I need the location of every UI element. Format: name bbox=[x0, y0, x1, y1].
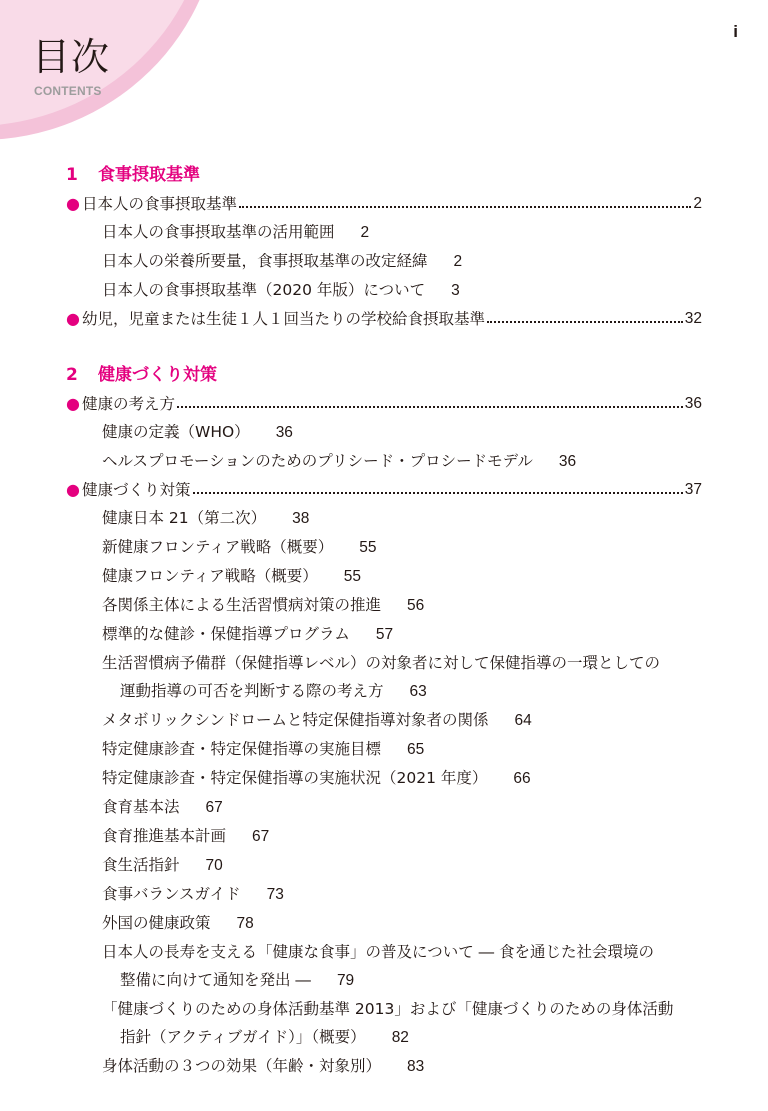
toc-entry-continued[interactable] bbox=[66, 966, 702, 995]
entry-title: 食事バランスガイド bbox=[102, 885, 241, 903]
entry-title-cont: 整備に向けて通知を発出 ― bbox=[120, 971, 311, 989]
entry-title: メタボリックシンドロームと特定保健指導対象者の関係 bbox=[102, 711, 489, 729]
entry-page: 63 bbox=[409, 683, 427, 700]
entry-title-cont: 指針（アクティブガイド）」（概要） bbox=[120, 1028, 366, 1046]
section-title: 食事摂取基準 bbox=[98, 165, 200, 185]
toc-entry[interactable] bbox=[66, 1052, 702, 1081]
entry-page: 64 bbox=[514, 712, 532, 729]
entry-title: 「健康づくりのための身体活動基準 2013」および「健康づくりのための身体活動 bbox=[102, 1000, 674, 1018]
section-number: 1 bbox=[66, 165, 78, 185]
dot-leader bbox=[487, 321, 683, 323]
toc-entry[interactable] bbox=[66, 793, 702, 822]
entry-page: 56 bbox=[407, 597, 425, 614]
entry-title: 健康日本 21（第二次） bbox=[102, 509, 267, 527]
toc-entry[interactable] bbox=[66, 620, 702, 649]
toc-entry-continued[interactable] bbox=[66, 1023, 702, 1052]
toc-entry[interactable] bbox=[66, 880, 702, 909]
section-gap bbox=[66, 333, 702, 360]
entry-page: 65 bbox=[407, 741, 425, 758]
toc-entry-main[interactable] bbox=[66, 190, 702, 218]
entry-page: 66 bbox=[513, 770, 531, 787]
toc-entry[interactable] bbox=[66, 649, 702, 677]
toc-entry[interactable] bbox=[66, 995, 702, 1023]
bullet-icon: ● bbox=[66, 394, 80, 413]
section-number: 2 bbox=[66, 365, 78, 385]
entry-page: 36 bbox=[275, 424, 293, 441]
entry-page: 67 bbox=[205, 799, 223, 816]
page-number: i bbox=[733, 22, 738, 41]
toc-entry[interactable] bbox=[66, 938, 702, 966]
table-of-contents bbox=[66, 160, 702, 1081]
entry-page: 2 bbox=[453, 253, 463, 270]
entry-title: 健康づくり対策 bbox=[82, 481, 191, 499]
entry-title: 日本人の食事摂取基準の活用範囲 bbox=[102, 223, 335, 241]
entry-title: 生活習慣病予備群（保健指導レベル）の対象者に対して保健指導の一環としての bbox=[102, 654, 661, 672]
entry-page: 57 bbox=[375, 626, 394, 643]
toc-entry[interactable] bbox=[66, 591, 702, 620]
entry-page: 36 bbox=[558, 453, 577, 470]
toc-entry[interactable] bbox=[66, 706, 702, 735]
toc-entry-main[interactable] bbox=[66, 476, 702, 504]
toc-entry[interactable] bbox=[66, 218, 702, 247]
toc-entry[interactable] bbox=[66, 764, 702, 793]
toc-entry-continued[interactable] bbox=[66, 677, 702, 706]
toc-entry[interactable] bbox=[66, 562, 702, 591]
entry-page: 55 bbox=[359, 539, 377, 556]
entry-page: 36 bbox=[684, 395, 702, 412]
entry-title: 日本人の食事摂取基準（2020 年版）について bbox=[102, 281, 426, 299]
toc-entry[interactable] bbox=[66, 533, 702, 562]
entry-title: 食育推進基本計画 bbox=[102, 827, 227, 845]
dot-leader bbox=[177, 406, 683, 408]
toc-entry[interactable] bbox=[66, 735, 702, 764]
entry-title: 日本人の食事摂取基準 bbox=[82, 195, 238, 213]
entry-page: 3 bbox=[451, 282, 460, 299]
toc-entry[interactable] bbox=[66, 822, 702, 851]
entry-title: 健康の定義（WHO） bbox=[102, 423, 250, 441]
dot-leader bbox=[239, 206, 691, 208]
entry-title: 身体活動の３つの効果（年齢・対象別） bbox=[102, 1057, 382, 1075]
toc-entry[interactable] bbox=[66, 247, 702, 276]
toc-entry[interactable] bbox=[66, 418, 702, 447]
toc-entry[interactable] bbox=[66, 276, 702, 305]
entry-page: 83 bbox=[407, 1058, 425, 1075]
entry-page: 70 bbox=[205, 857, 223, 874]
entry-page: 2 bbox=[360, 224, 370, 241]
entry-page: 82 bbox=[391, 1029, 409, 1046]
entry-title: 食生活指針 bbox=[102, 856, 180, 874]
toc-entry-main[interactable] bbox=[66, 390, 702, 418]
entry-page: 38 bbox=[292, 510, 310, 527]
entry-title: 健康の考え方 bbox=[82, 395, 176, 413]
entry-title: 特定健康診査・特定保健指導の実施目標 bbox=[102, 740, 382, 758]
bullet-icon: ● bbox=[66, 194, 80, 213]
toc-entry[interactable] bbox=[66, 447, 702, 476]
page-title: 目次 bbox=[32, 35, 111, 79]
entry-title: 標準的な健診・保健指導プログラム bbox=[102, 625, 350, 643]
entry-title: ヘルスプロモーションのためのプリシード・プロシードモデル bbox=[102, 452, 533, 470]
entry-page: 37 bbox=[684, 481, 702, 498]
entry-page: 78 bbox=[236, 915, 254, 932]
section-heading bbox=[66, 360, 702, 390]
dot-leader bbox=[193, 492, 683, 494]
entry-title: 日本人の長寿を支える「健康な食事」の普及について ― 食を通じた社会環境の bbox=[102, 943, 655, 961]
entry-title: 食育基本法 bbox=[102, 798, 180, 816]
entry-title: 新健康フロンティア戦略（概要） bbox=[102, 538, 334, 556]
entry-page: 2 bbox=[693, 195, 702, 212]
toc-entry-main[interactable] bbox=[66, 305, 702, 333]
entry-title: 健康フロンティア戦略（概要） bbox=[102, 567, 318, 585]
entry-page: 67 bbox=[252, 828, 270, 845]
entry-page: 55 bbox=[343, 568, 362, 585]
entry-title-cont: 運動指導の可否を判断する際の考え方 bbox=[120, 682, 384, 700]
entry-title: 特定健康診査・特定保健指導の実施状況（2021 年度） bbox=[102, 769, 488, 787]
section-title: 健康づくり対策 bbox=[98, 365, 217, 385]
toc-entry[interactable] bbox=[66, 851, 702, 880]
page-subtitle: CONTENTS bbox=[34, 84, 102, 98]
bullet-icon: ● bbox=[66, 309, 80, 328]
toc-entry[interactable] bbox=[66, 504, 702, 533]
entry-title: 各関係主体による生活習慣病対策の推進 bbox=[102, 596, 382, 614]
toc-entry[interactable] bbox=[66, 909, 702, 938]
entry-page: 73 bbox=[266, 886, 284, 903]
entry-title: 日本人の栄養所要量，食事摂取基準の改定経緯 bbox=[102, 252, 428, 270]
entry-title: 外国の健康政策 bbox=[102, 914, 211, 932]
entry-page: 79 bbox=[336, 972, 355, 989]
entry-title: 幼児，児童または生徒１人１回当たりの学校給食摂取基準 bbox=[82, 310, 486, 328]
bullet-icon: ● bbox=[66, 480, 80, 499]
entry-page: 32 bbox=[684, 310, 702, 327]
section-heading bbox=[66, 160, 702, 190]
